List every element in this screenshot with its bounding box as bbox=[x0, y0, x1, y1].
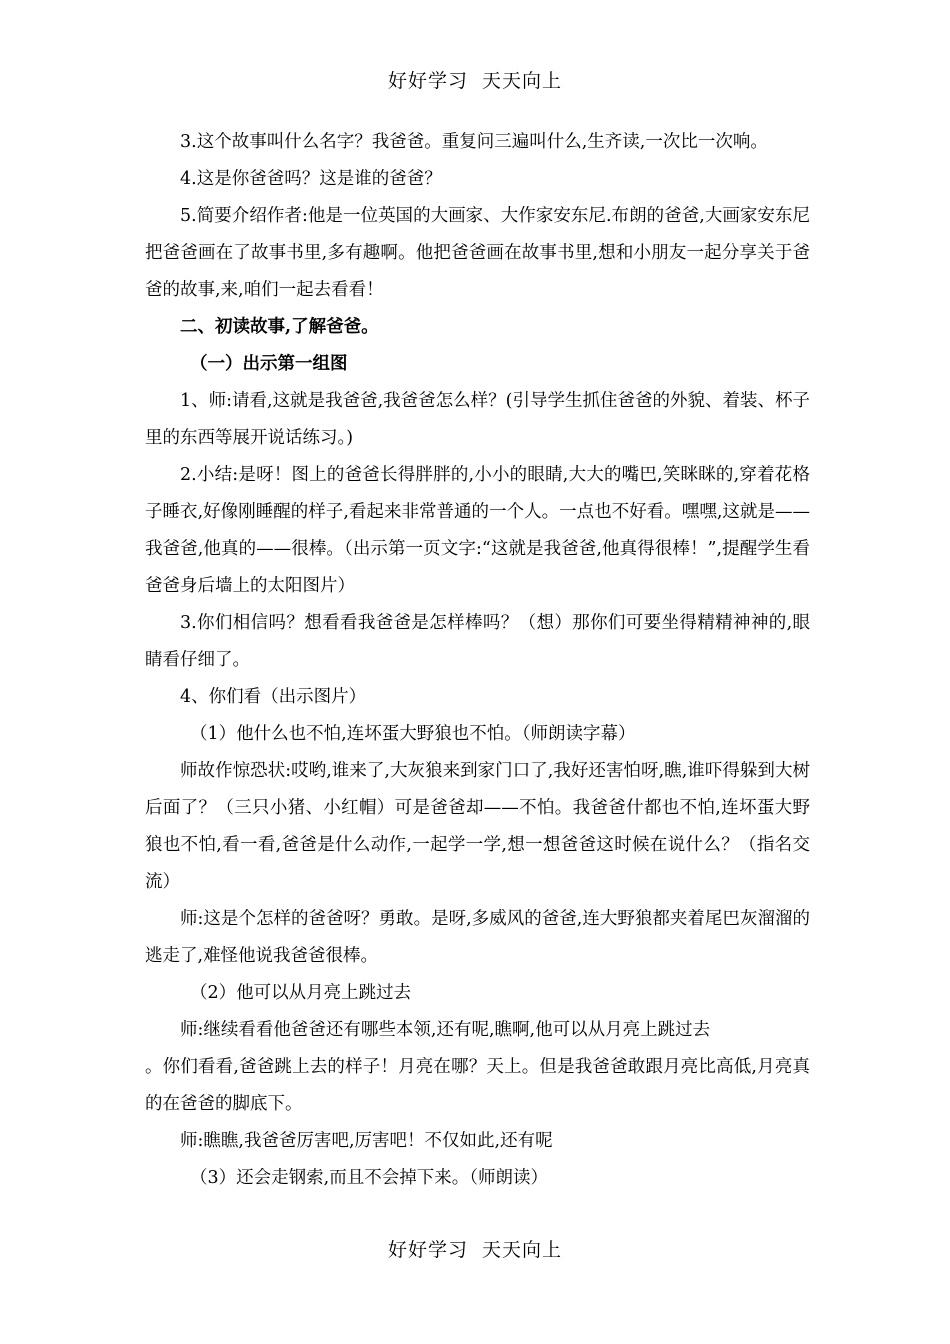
section-heading: 二、初读故事,了解爸爸。 bbox=[180, 317, 379, 337]
paragraph: （1）他什么也不怕,连坏蛋大野狼也不怕。（师朗读字幕） bbox=[190, 724, 636, 744]
paragraph: 5.简要介绍作者:他是一位英国的大画家、大作家安东尼.布朗的爸爸,大画家安东尼把爸爸画在了故事书里,多有趣啊。他把爸爸画在故事书里,想和小朋友一起分享关于爸爸的故事,来,咱们一起去看看！ bbox=[145, 206, 810, 300]
paragraph: 4、你们看（出示图片） bbox=[180, 687, 367, 707]
page-header: 好好学习 天天向上 bbox=[387, 70, 563, 92]
paragraph: 师:瞧瞧,我爸爸厉害吧,厉害吧！不仅如此,还有呢 bbox=[180, 1131, 553, 1151]
paragraph: （3）还会走钢索,而且不会掉下来。（师朗读） bbox=[190, 1168, 548, 1188]
paragraph: 3.你们相信吗？想看看我爸爸是怎样棒吗？（想）那你们可要坐得精精神神的,眼睛看仔细了。 bbox=[145, 613, 810, 670]
paragraph: 。你们看看,爸爸跳上去的样子！月亮在哪？天上。但是我爸爸敢跟月亮比高低,月亮真的在爸爸的脚底下。 bbox=[145, 1057, 810, 1114]
paragraph: 2.小结:是呀！图上的爸爸长得胖胖的,小小的眼睛,大大的嘴巴,笑眯眯的,穿着花格子睡衣,好像刚睡醒的样子,看起来非常普通的一个人。一点也不好看。嘿嘿,这就是——我爸爸,他真的——很棒。（出示第一页文字:“这就是我爸爸,他真得很棒！”,提醒学生看爸爸身后墙上的太阳图片） bbox=[145, 465, 810, 596]
paragraph: （2）他可以从月亮上跳过去 bbox=[190, 983, 412, 1003]
paragraph: 师:这是个怎样的爸爸呀？勇敢。是呀,多威风的爸爸,连大野狼都夹着尾巴灰溜溜的逃走了,难怪他说我爸爸很棒。 bbox=[145, 909, 810, 966]
paragraph: 3.这个故事叫什么名字？我爸爸。重复问三遍叫什么,生齐读,一次比一次响。 bbox=[180, 132, 768, 152]
paragraph: 4.这是你爸爸吗？这是谁的爸爸？ bbox=[180, 169, 442, 189]
paragraph: 师故作惊恐状:哎哟,谁来了,大灰狼来到家门口了,我好还害怕呀,瞧,谁吓得躲到大树后面了？（三只小猪、小红帽）可是爸爸却——不怕。我爸爸什都也不怕,连坏蛋大野狼也不怕,看一看,爸爸是什么动作,一起学一学,想一想爸爸这时候在说什么？（指名交流） bbox=[145, 761, 810, 892]
subsection-heading: （一）出示第一组图 bbox=[190, 354, 348, 374]
paragraph: 师:继续看看他爸爸还有哪些本领,还有呢,瞧啊,他可以从月亮上跳过去 bbox=[180, 1020, 711, 1040]
page-footer: 好好学习 天天向上 bbox=[387, 1239, 563, 1261]
paragraph: 1、师:请看,这就是我爸爸,我爸爸怎么样？(引导学生抓住爸爸的外貌、着装、杯子里的东西等展开说话练习。) bbox=[145, 391, 810, 448]
document-body bbox=[145, 124, 810, 1197]
